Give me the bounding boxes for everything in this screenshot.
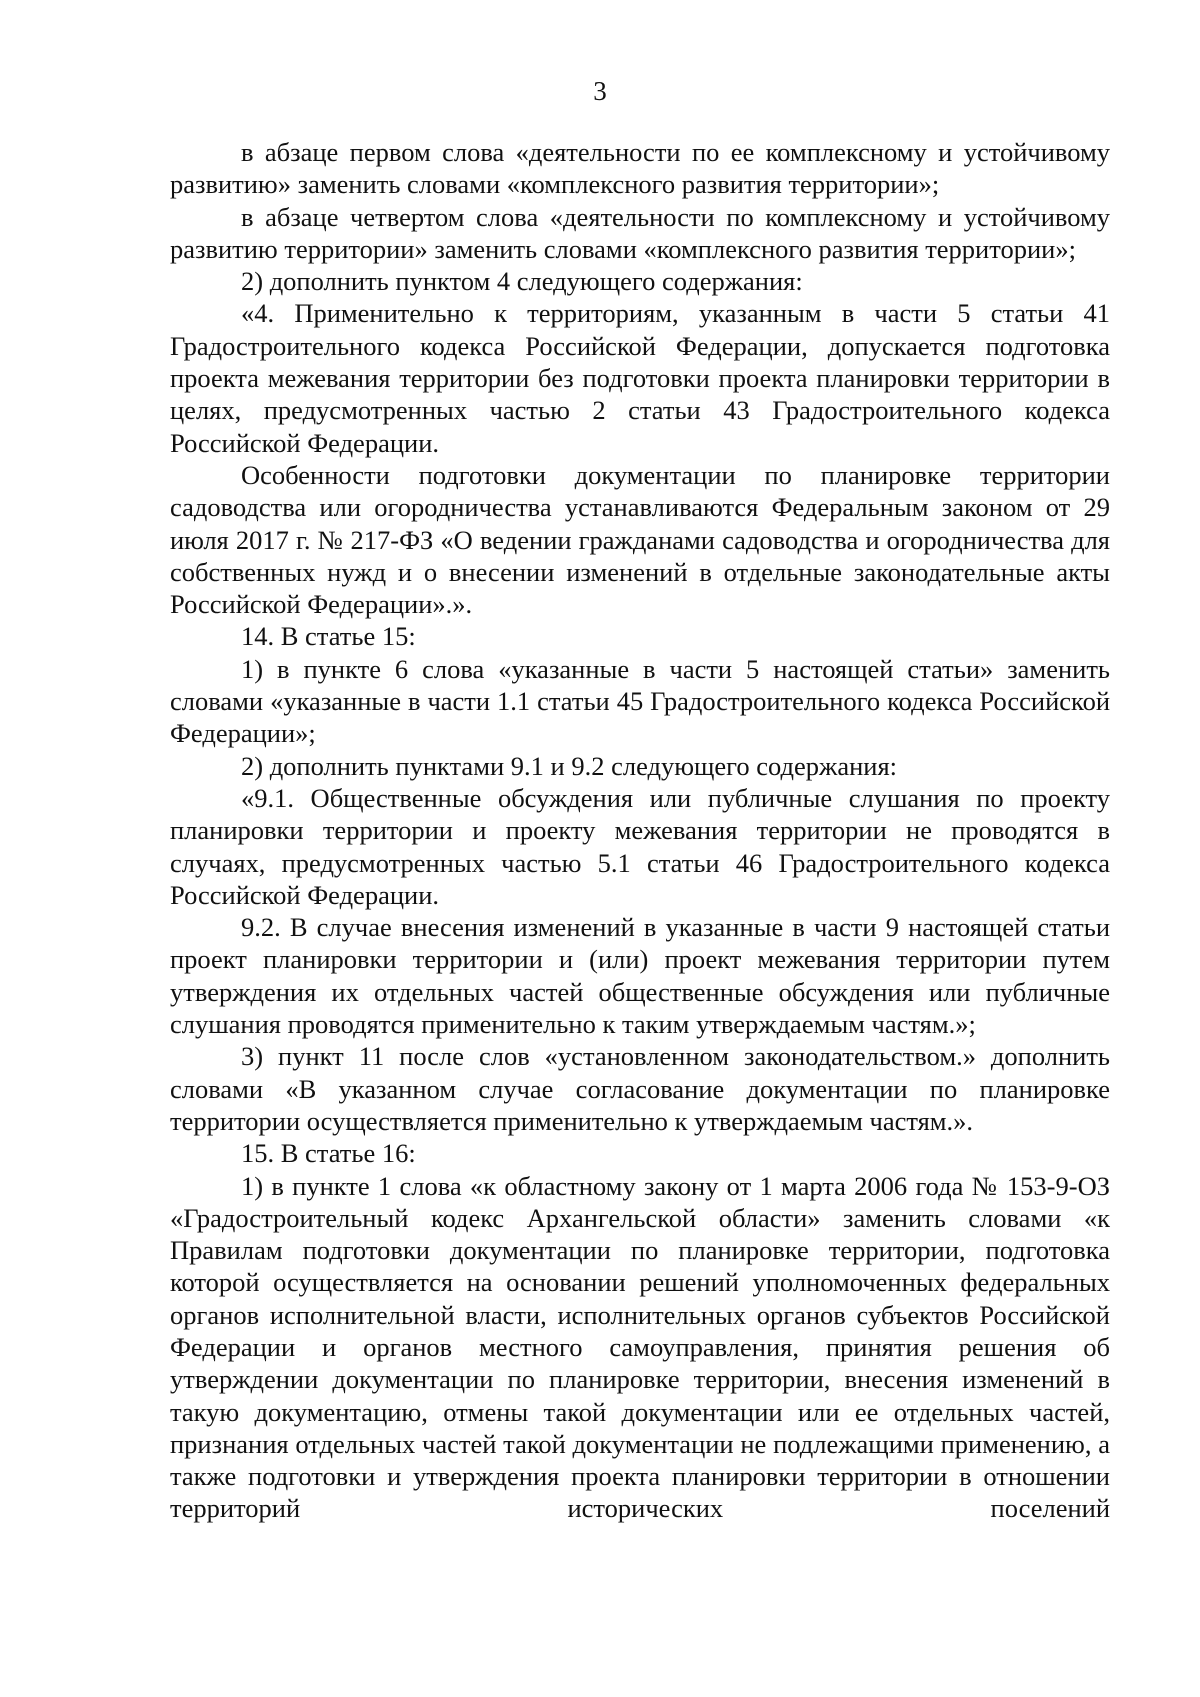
page-number: 3 <box>593 76 607 106</box>
paragraph-abzac-chetvertyj: в абзаце четвертом слова «деятельности по комплексному и устойчивому развитию территории» заменить словами «комплексного развития территории»; <box>170 201 1110 264</box>
paragraph-article-16-heading: 15. В статье 16: <box>241 1138 416 1169</box>
paragraph-art16-item-1: 1) в пункте 1 слова «к областному закону от 1 марта 2006 года № 153-9-ОЗ «Градостроительный кодекс Архангельской области» заменить словами «к Правилам подготовки документации по планировке территории, подготовка которой осуществляется на основании решений уполномоченных федеральных органов исполнительной власти, исполнительных органов субъектов Российской Федерации и органов местного самоуправления, принятия решения об утверждении документации по планировке территории, внесения изменений в такую документацию, отмены такой документации или ее отдельных частей, признания отдельных частей такой документации не подлежащими применению, а также подготовки и утверждения проекта планировки территории в отношении территорий исторических поселений <box>170 1170 1110 1524</box>
paragraph-features: Особенности подготовки документации по планировке территории садоводства или огородничества устанавливаются Федеральным законом от 29 июля 2017 г. № 217-ФЗ «О ведении гражданами садоводства и огородничества для собственных нужд и о внесении изменений в отдельные законодательные акты Российской Федерации».». <box>170 459 1110 620</box>
paragraph-art15-item-1: 1) в пункте 6 слова «указанные в части 5 настоящей статьи» заменить словами «указанные в части 1.1 статьи 45 Градостроительного кодекса Российской Федерации»; <box>170 653 1110 749</box>
document-body <box>170 136 1110 1525</box>
paragraph-point-4: «4. Применительно к территориям, указанным в части 5 статьи 41 Градостроительного кодекса Российской Федерации, допускается подготовка проекта межевания территории без подготовки проекта планировки территории в целях, предусмотренных частью 2 статьи 43 Градостроительного кодекса Российской Федерации. <box>170 298 1110 458</box>
paragraph-point-9-2: 9.2. В случае внесения изменений в указанные в части 9 настоящей статьи проект планировки территории и (или) проект межевания территории путем утверждения их отдельных частей общественные обсуждения или публичные слушания проводятся применительно к таким утверждаемым частям.»; <box>170 912 1110 1040</box>
paragraph-abzac-pervyj: в абзаце первом слова «деятельности по ее комплексному и устойчивому развитию» заменить словами «комплексного развития территории»; <box>170 137 1110 200</box>
paragraph-point-9-1: «9.1. Общественные обсуждения или публичные слушания по проекту планировки территории и проекту межевания территории не проводятся в случаях, предусмотренных частью 5.1 статьи 46 Градостроительного кодекса Российской Федерации. <box>170 782 1110 910</box>
paragraph-art15-item-2: 2) дополнить пунктами 9.1 и 9.2 следующего содержания: <box>241 750 897 781</box>
paragraph-article-15-heading: 14. В статье 15: <box>241 621 416 652</box>
paragraph-item-2: 2) дополнить пунктом 4 следующего содержания: <box>241 266 803 297</box>
paragraph-art15-item-3: 3) пункт 11 после слов «установленном законодательством.» дополнить словами «В указанном случае согласование документации по планировке территории осуществляется применительно к утверждаемым частям.». <box>170 1041 1110 1136</box>
